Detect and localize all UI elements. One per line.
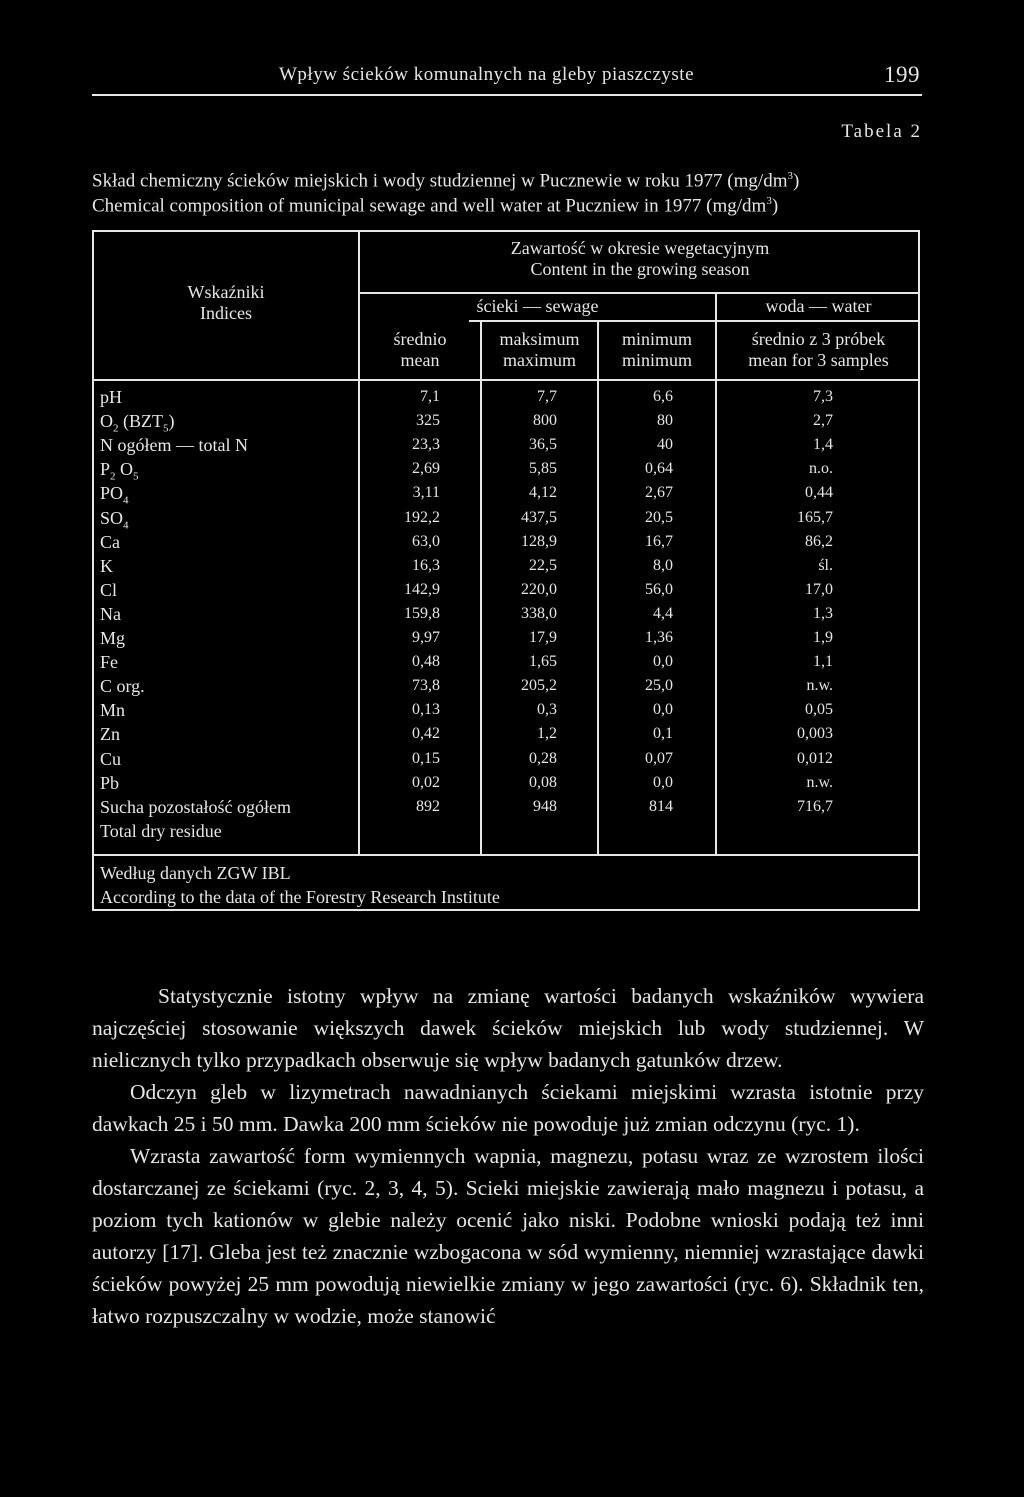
cell-max: 128,9 [521, 532, 557, 550]
header-water: woda — water [765, 296, 872, 316]
row-indicator: Na [100, 603, 121, 624]
cell-mean: 0,42 [412, 725, 440, 743]
row-indicator: $P_2$ $O_5$ [100, 459, 139, 483]
cell-max: 5,85 [529, 460, 557, 478]
cell-mean: 9,97 [412, 629, 440, 646]
table-caption-en: Chemical composition of municipal sewage and well water at Puczniew in 1977 $(mg/dm^3)$ [92, 195, 779, 217]
cell-mean: 73,8 [412, 677, 440, 695]
cell-max: 220,0 [521, 580, 557, 598]
row-indicator: C org. [100, 676, 145, 697]
cell-min: 0,0 [653, 773, 673, 791]
cell-min: 40 [657, 436, 673, 454]
row-indicator: Fe [100, 652, 118, 673]
footnote-en: According to the data of the Forestry Research Institute [100, 887, 500, 907]
cell-water: 716,7 [797, 797, 833, 815]
cell-mean: 142,9 [404, 580, 440, 598]
cell-min: 8,0 [653, 556, 673, 574]
paragraph-3: Wzrasta zawartość form wymiennych wapnia, magnezu, potasu wraz ze wzrostem ilości dostarczanej ze ściekami (ryc. 2, 3, 4, 5). Scieki miejskie zawierają mało magnezu i potasu, a poziom tych kationów w glebie należy ocenić jako niski. Podobne wnioski podają też inni autorzy [17]. Gleba jest też znacznie wzbogacona w sód wymienny, niemniej wzrastające dawki ścieków powyżej 25 mm powodują niewielkie zmiany w jego zawartości (ryc. 6). Składnik ten, łatwo rozpuszczalny w wodzie, może stanowić [92, 1144, 924, 1328]
cell-mean: 16,3 [412, 556, 440, 574]
cell-max: 0,08 [529, 773, 557, 791]
cell-max: 800 [533, 412, 557, 430]
cell-water: 7,3 [813, 388, 833, 405]
header-water-mean: średnio z 3 próbek mean for 3 samples [748, 329, 889, 370]
row-indicator: $O_2$ $(BZT_5)$ [100, 411, 175, 435]
cell-water: 1,1 [813, 653, 833, 671]
cell-max: 22,5 [529, 556, 557, 574]
cell-min: 80 [657, 412, 673, 430]
table-caption-pl: Skład chemiczny ścieków miejskich i wody studziennej w Pucznewie w roku 1977 $(mg/dm^3)$ [92, 170, 800, 192]
cell-min: 16,7 [645, 532, 673, 550]
cell-water: 165,7 [797, 508, 833, 526]
cell-water: n.o. [809, 460, 833, 478]
cell-min: 814 [649, 797, 673, 815]
cell-mean: 0,02 [412, 773, 440, 791]
cell-max: 7,7 [537, 388, 557, 405]
cell-min: 0,0 [653, 701, 673, 719]
cell-min: 25,0 [645, 677, 673, 695]
cell-mean: 0,48 [412, 653, 440, 671]
paragraph-2: Odczyn gleb w lizymetrach nawadnianych ściekami miejskimi wzrasta istotnie przy dawkach 25 i 50 mm. Dawka 200 mm ścieków nie powoduje już zmian odczynu (ryc. 1). [92, 1080, 924, 1136]
cell-mean: 159,8 [404, 604, 440, 622]
cell-max: 437,5 [521, 508, 557, 526]
cell-water: n.w. [806, 677, 833, 695]
cell-min: 4,4 [653, 604, 673, 622]
row-indicator: Cl [100, 579, 118, 600]
row-indicator: $SO_4$ [100, 507, 129, 532]
cell-max: 948 [533, 797, 557, 815]
cell-water: 0,05 [805, 701, 833, 719]
body-text [92, 980, 924, 1332]
cell-max: 4,12 [529, 484, 557, 502]
row-indicator: N ogółem — total N [100, 435, 248, 456]
cell-water: 0,003 [797, 725, 833, 743]
row-indicator: Total dry residue [100, 820, 222, 841]
cell-min: 0,1 [653, 725, 673, 743]
cell-mean: 63,0 [412, 532, 440, 550]
header-sewage: ścieki — sewage [476, 296, 599, 316]
paragraph-1: Statystycznie istotny wpływ na zmianę wartości badanych wskaźników wywiera najczęściej stosowanie większych dawek ścieków miejskich lub wody studziennej. W nielicznych tylko przypadkach obserwuje się wpływ badanych gatunków drzew. [92, 984, 924, 1072]
running-title: Wpływ ścieków komunalnych na gleby piaszczyste [279, 64, 695, 85]
cell-min: 20,5 [645, 508, 673, 526]
cell-min: 56,0 [645, 580, 673, 598]
page-number: 199 [884, 62, 920, 87]
header-indices: Wskaźniki Indices [187, 282, 265, 323]
row-indicator: Ca [100, 531, 120, 552]
cell-water: 0,44 [805, 484, 833, 502]
cell-max: 205,2 [521, 677, 557, 695]
cell-mean: 23,3 [412, 436, 440, 454]
cell-mean: 2,69 [412, 460, 440, 478]
cell-mean: 892 [416, 797, 440, 815]
header-minimum: minimum minimum [621, 329, 692, 370]
cell-max: 17,9 [529, 629, 557, 646]
row-indicator: Sucha pozostałość ogółem [100, 796, 291, 817]
cell-min: 0,0 [653, 653, 673, 671]
row-indicator: $PO_4$ [100, 483, 129, 507]
row-indicator: K [100, 555, 113, 576]
footnote-pl: Według danych ZGW IBL [100, 863, 291, 883]
cell-water: 86,2 [805, 532, 833, 550]
cell-water: 1,4 [813, 436, 833, 454]
header-content: Zawartość w okresie wegetacyjnym Content in the growing season [510, 238, 770, 279]
cell-mean: 3,11 [412, 484, 440, 502]
cell-min: 0,64 [645, 460, 673, 478]
cell-water: 1,3 [813, 604, 833, 622]
cell-max: 0,28 [529, 749, 557, 767]
cell-water: n.w. [806, 773, 833, 791]
cell-max: 338,0 [521, 604, 557, 622]
cell-water: śl. [818, 556, 833, 574]
cell-max: 1,2 [537, 725, 557, 743]
cell-min: 1,36 [645, 629, 673, 646]
cell-max: 36,5 [529, 436, 557, 454]
running-header [92, 60, 922, 96]
cell-min: 2,67 [645, 484, 673, 502]
row-indicator: Mg [100, 628, 126, 648]
cell-min: 6,6 [653, 388, 673, 405]
data-table [92, 230, 920, 911]
cell-mean: 0,15 [412, 749, 440, 767]
cell-water: 17,0 [805, 580, 833, 598]
row-indicator: Zn [100, 724, 120, 745]
cell-min: 0,07 [645, 749, 673, 767]
cell-max: 1,65 [529, 653, 557, 671]
cell-water: 2,7 [813, 412, 833, 430]
table-label: Tabela 2 [841, 121, 922, 142]
cell-mean: 7,1 [420, 388, 440, 405]
row-indicator: Pb [100, 772, 120, 793]
row-indicator: Mn [100, 700, 126, 721]
header-mean: średnio mean [393, 329, 447, 370]
row-indicator: Cu [100, 748, 122, 769]
header-maximum: maksimum maximum [499, 329, 580, 370]
row-indicator: pH [100, 387, 122, 407]
cell-water: 1,9 [813, 629, 833, 646]
cell-water: 0,012 [797, 749, 833, 767]
cell-max: 0,3 [537, 701, 557, 719]
cell-mean: 325 [416, 412, 440, 430]
cell-mean: 0,13 [412, 701, 440, 719]
cell-mean: 192,2 [404, 508, 440, 526]
